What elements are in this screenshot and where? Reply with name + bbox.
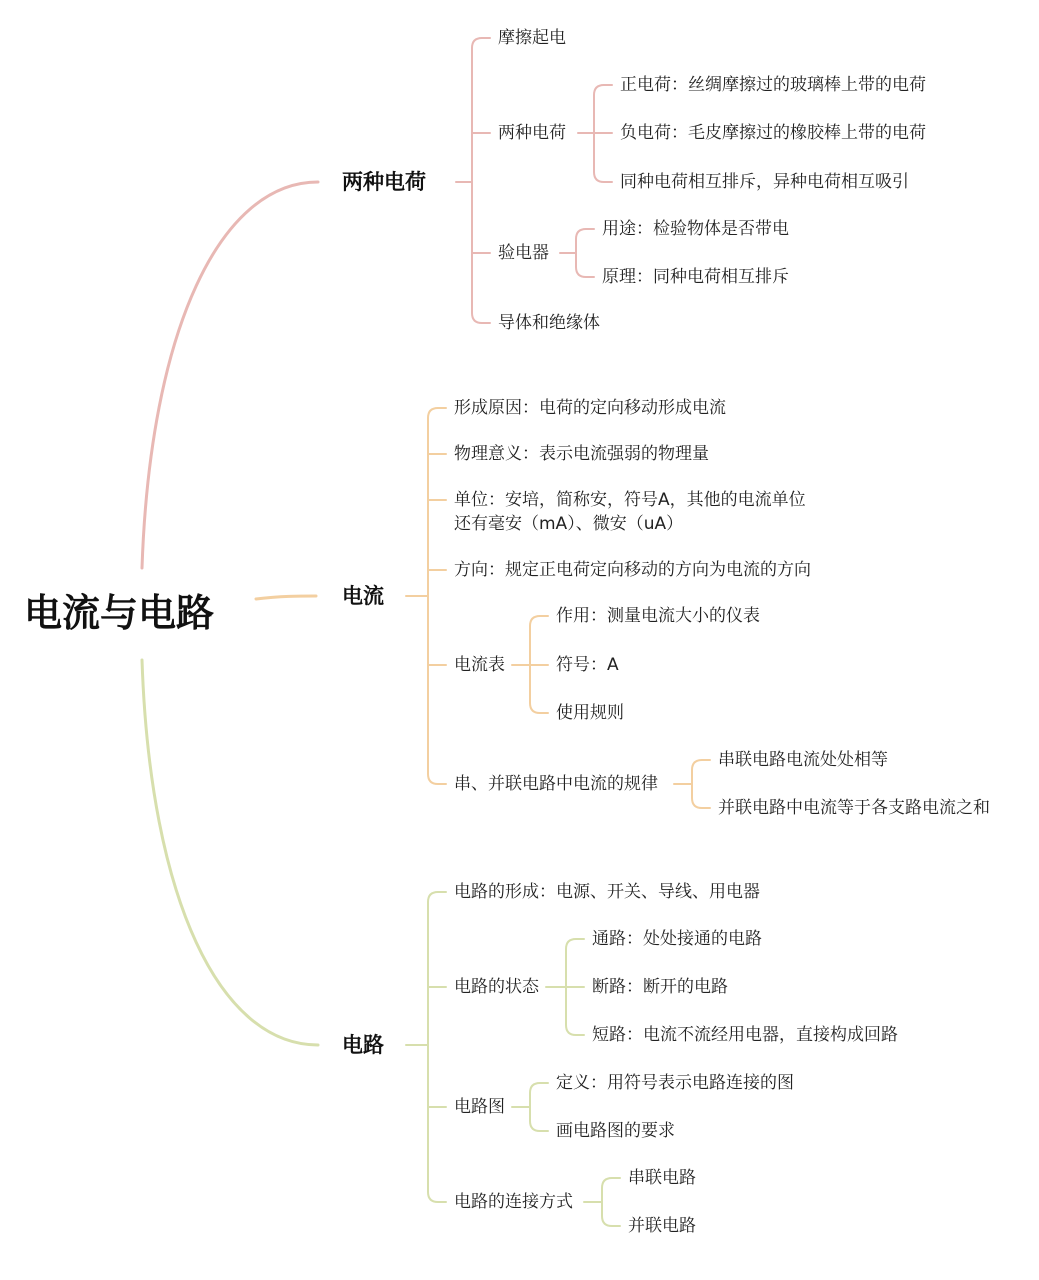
electroscope-node[interactable]: 验电器 [498,243,549,263]
ammeter-rules-node[interactable]: 使用规则 [556,703,624,723]
closed-circuit-node[interactable]: 通路：处处接通的电路 [592,929,762,949]
current-unit-line1[interactable]: 单位：安培，简称安，符号A，其他的电流单位 [454,490,806,510]
short-circuit-node[interactable]: 短路：电流不流经用电器，直接构成回路 [592,1025,898,1045]
ammeter-symbol-node[interactable]: 符号：A [556,655,619,675]
root-to-circuit-branch [142,660,318,1045]
circuit-branch-links [406,892,620,1226]
circuit-formation-node[interactable]: 电路的形成：电源、开关、导线、用电器 [454,882,760,902]
connection-methods-node[interactable]: 电路的连接方式 [454,1192,573,1212]
series-current-law-node[interactable]: 串联电路电流处处相等 [718,750,888,770]
electroscope-principle-node[interactable]: 原理：同种电荷相互排斥 [602,267,789,287]
ammeter-function-node[interactable]: 作用：测量电流大小的仪表 [556,606,760,626]
series-circuit-node[interactable]: 串联电路 [628,1168,696,1188]
current-unit-line2[interactable]: 还有毫安（mA）、微安（uA） [454,514,684,534]
circuit-states-node[interactable]: 电路的状态 [454,977,539,997]
two-charges-node[interactable]: 两种电荷 [498,123,566,143]
charge-topic[interactable]: 两种电荷 [342,170,426,194]
circuit-topic[interactable]: 电路 [342,1033,384,1057]
circuit-diagram-node[interactable]: 电路图 [454,1097,505,1117]
open-circuit-node[interactable]: 断路：断开的电路 [592,977,728,997]
root-to-charge-branch [142,182,318,568]
current-topic[interactable]: 电流 [342,584,384,608]
charge-interaction-node[interactable]: 同种电荷相互排斥，异种电荷相互吸引 [620,172,909,192]
diagram-requirements-node[interactable]: 画电路图的要求 [556,1121,675,1141]
current-meaning-node[interactable]: 物理意义：表示电流强弱的物理量 [454,444,709,464]
parallel-current-law-node[interactable]: 并联电路中电流等于各支路电流之和 [718,798,990,818]
root-topic[interactable]: 电流与电路 [24,591,215,635]
negative-charge-node[interactable]: 负电荷：毛皮摩擦过的橡胶棒上带的电荷 [620,123,926,143]
electroscope-use-node[interactable]: 用途：检验物体是否带电 [602,219,789,239]
parallel-circuit-node[interactable]: 并联电路 [628,1216,696,1236]
friction-node[interactable]: 摩擦起电 [498,28,566,48]
charge-branch-links [456,38,612,323]
root-to-current-branch [256,596,316,599]
ammeter-node[interactable]: 电流表 [454,655,505,675]
current-laws-node[interactable]: 串、并联电路中电流的规律 [454,774,658,794]
diagram-definition-node[interactable]: 定义：用符号表示电路连接的图 [556,1073,794,1093]
current-cause-node[interactable]: 形成原因：电荷的定向移动形成电流 [454,398,726,418]
current-direction-node[interactable]: 方向：规定正电荷定向移动的方向为电流的方向 [454,560,811,580]
conductors-node[interactable]: 导体和绝缘体 [498,313,600,333]
positive-charge-node[interactable]: 正电荷：丝绸摩擦过的玻璃棒上带的电荷 [620,75,926,95]
